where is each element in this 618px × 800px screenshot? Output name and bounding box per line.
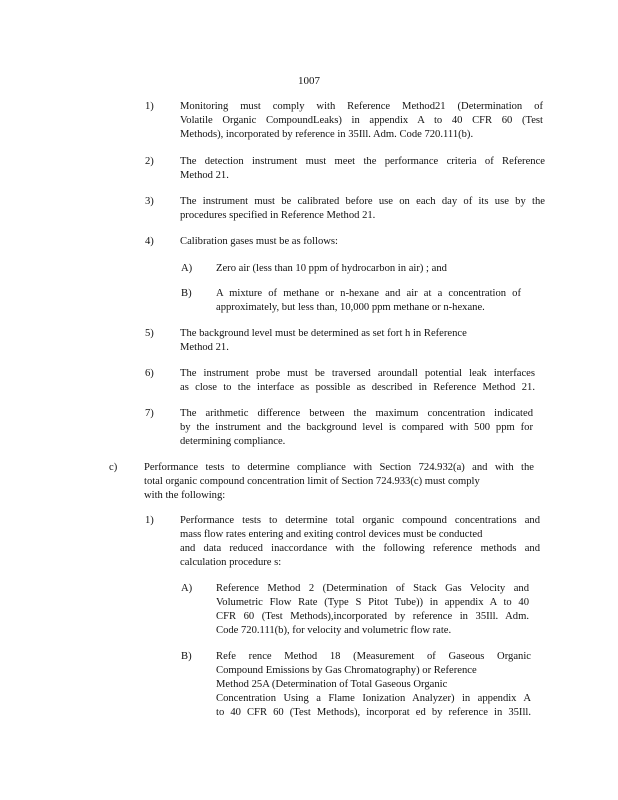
item-marker: B): [181, 288, 192, 299]
item-text: [180, 407, 533, 449]
text-line: Method 21.: [180, 342, 229, 353]
text-line: The arithmetic difference between the maximum concentration indicated: [180, 408, 533, 419]
item-marker: 6): [145, 368, 154, 379]
item-marker: c): [109, 462, 118, 473]
text-line: as close to the interface as possible as described in Reference Method 21.: [180, 382, 535, 393]
item-text: [216, 287, 521, 315]
text-line: Method 25A (Determination of Total Gaseous Organic: [216, 679, 448, 690]
text-line: to 40 CFR 60 (Test Methods), incorporat ed by reference in 35Ill.: [216, 707, 531, 718]
text-line: Code 720.111(b), for velocity and volumetric flow rate.: [216, 625, 452, 636]
text-line: with the following:: [144, 490, 226, 501]
text-line: Zero air (less than 10 ppm of hydrocarbon in air) ; and: [216, 263, 447, 274]
text-line: Volatile Organic CompoundLeaks) in appendix A to 40 CFR 60 (Test: [180, 115, 543, 126]
text-line: The detection instrument must meet the performance criteria of Reference: [180, 156, 545, 167]
item-marker: 1): [145, 515, 154, 526]
item-text: [180, 155, 545, 183]
text-line: mass flow rates entering and exiting control devices must be conducted: [180, 529, 483, 540]
text-line: and data reduced inaccordance with the following reference methods and: [180, 543, 540, 554]
text-line: Reference Method 2 (Determination of Stack Gas Velocity and: [216, 583, 529, 594]
item-text: [180, 514, 540, 570]
text-line: Concentration Using a Flame Ionization Analyzer) in appendix A: [216, 693, 531, 704]
item-marker: 3): [145, 196, 154, 207]
item-text: [180, 235, 545, 249]
text-line: calculation procedure s:: [180, 557, 282, 568]
page-number: 1007: [298, 75, 320, 87]
item-text: [180, 327, 543, 355]
text-line: Refe rence Method 18 (Measurement of Gaseous Organic: [216, 651, 531, 662]
text-line: A mixture of methane or n-hexane and air at a concentration of: [216, 288, 521, 299]
text-line: Methods), incorporated by reference in 35Ill. Adm. Code 720.111(b).: [180, 129, 474, 140]
text-line: Compound Emissions by Gas Chromatography) or Reference: [216, 665, 477, 676]
text-line: procedures specified in Reference Method 21.: [180, 210, 376, 221]
item-text: [216, 650, 531, 720]
item-marker: 4): [145, 236, 154, 247]
text-line: determining compliance.: [180, 436, 286, 447]
text-line: by the instrument and the background level is compared with 500 ppm for: [180, 422, 533, 433]
item-marker: 1): [145, 101, 154, 112]
text-line: CFR 60 (Test Methods),incorporated by reference in 35Ill. Adm.: [216, 611, 529, 622]
text-line: approximately, but less than, 10,000 ppm methane or n-hexane.: [216, 302, 485, 313]
text-line: Calibration gases must be as follows:: [180, 236, 339, 247]
item-text: [216, 262, 519, 276]
item-marker: A): [181, 263, 193, 274]
text-line: total organic compound concentration limit of Section 724.933(c) must comply: [144, 476, 480, 487]
item-text: [180, 100, 543, 142]
item-marker: A): [181, 583, 193, 594]
item-text: [144, 461, 534, 503]
item-marker: B): [181, 651, 192, 662]
text-line: Performance tests to determine total organic compound concentrations and: [180, 515, 540, 526]
text-line: Performance tests to determine compliance with Section 724.932(a) and with the: [144, 462, 534, 473]
text-line: The background level must be determined as set fort h in Reference: [180, 328, 467, 339]
item-marker: 5): [145, 328, 154, 339]
item-text: [216, 582, 529, 638]
text-line: The instrument must be calibrated before use on each day of its use by the: [180, 196, 545, 207]
text-line: Volumetric Flow Rate (Type S Pitot Tube)) in appendix A to 40: [216, 597, 529, 608]
item-marker: 2): [145, 156, 154, 167]
item-marker: 7): [145, 408, 154, 419]
item-text: [180, 195, 545, 223]
text-line: Method 21.: [180, 170, 229, 181]
text-line: The instrument probe must be traversed aroundall potential leak interfaces: [180, 368, 535, 379]
item-text: [180, 367, 535, 395]
text-line: Monitoring must comply with Reference Method21 (Determination of: [180, 101, 543, 112]
